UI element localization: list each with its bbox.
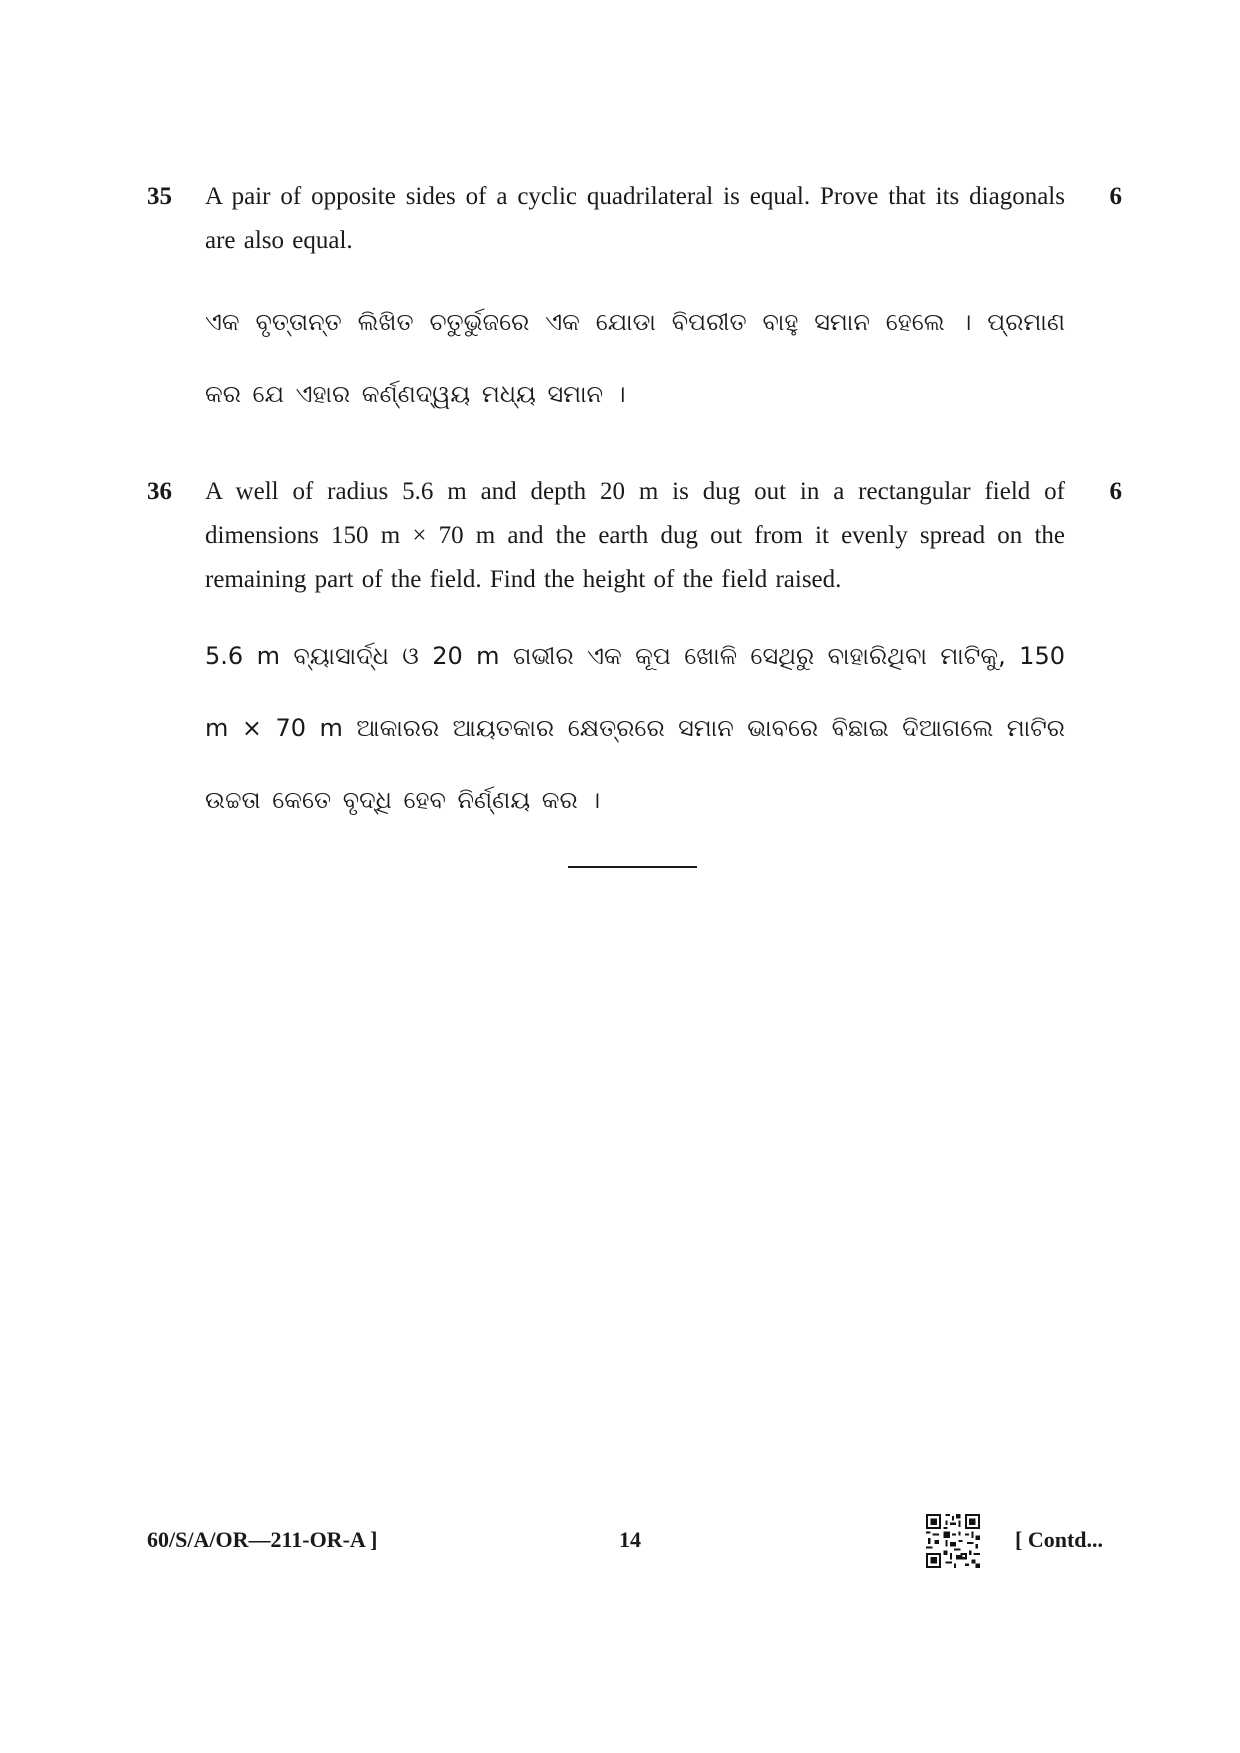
question-marks: 6 xyxy=(1109,478,1122,505)
question-number: 35 xyxy=(147,183,172,210)
paper-code: 60/S/A/OR—211-OR-A ] xyxy=(147,1527,378,1552)
qr-code-icon xyxy=(926,1514,980,1568)
question-text-odia: ଏକ ବୃତ୍ତାନ୍ତ ଲିଖିତ ଚତୁର୍ଭୁଜରେ ଏକ ଯୋଡା ବିପରୀତ ବାହୁ ସମାନ ହେଲେ । ପ୍ରମାଣ କର ଯେ ଏହାର କର୍ଣ୍ଣଦ୍ୱୟ ମଧ୍ୟ ସମାନ । xyxy=(205,308,1065,408)
question-36 xyxy=(147,470,1122,814)
question-35 xyxy=(147,175,1122,408)
question-text-english: A well of radius 5.6 m and depth 20 m is dug out in a rectangular field of dimensions 150 m × 70 m and the earth dug out from it evenly spread on the remaining part of the field. Find the height of the field raised. xyxy=(205,478,1065,593)
question-text-odia: 5.6 m ବ୍ୟାସାର୍ଦ୍ଧ ଓ 20 m ଗଭୀର ଏକ କୂପ ଖୋଳି ସେଥିରୁ ବାହାରିଥିବା ମାଟିକୁ, 150 m × 70 m ଆକାରର ଆୟତକାର କ୍ଷେତ୍ରରେ ସମାନ ଭାବରେ ବିଛାଇ ଦିଆଗଲେ ମାଟିର ଉଚ୍ଚତା କେତେ ବୃଦ୍ଧି ହେବ ନିର୍ଣ୍ଣୟ କର । xyxy=(205,642,1065,814)
page-number: 14 xyxy=(619,1527,641,1552)
end-of-paper-rule xyxy=(568,866,697,868)
continued-label: [ Contd... xyxy=(1015,1527,1104,1552)
question-number: 36 xyxy=(147,478,172,505)
question-marks: 6 xyxy=(1109,183,1122,210)
question-text-english: A pair of opposite sides of a cyclic quadrilateral is equal. Prove that its diagonals are also equal. xyxy=(205,183,1065,254)
